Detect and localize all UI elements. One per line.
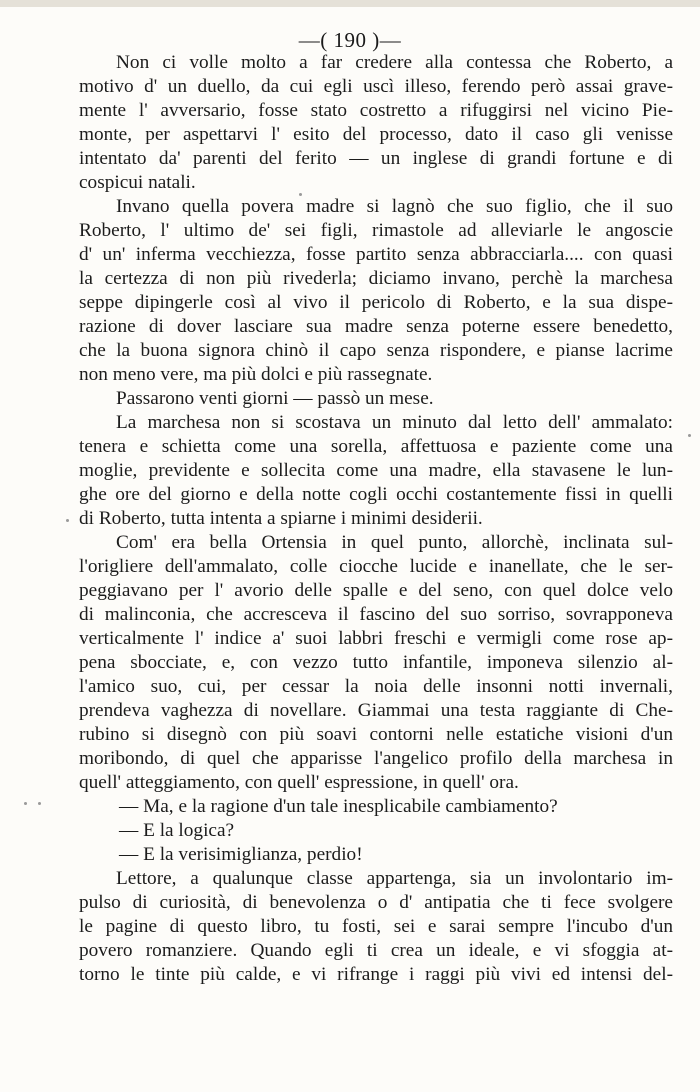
text-line: le pagine di questo libro, tu fosti, sei e sarai sempre l'incubo d'un — [79, 916, 673, 937]
body-text — [79, 51, 673, 987]
text-line: verticalmente l' indice a' suoi labbri freschi e vermigli come rose ap- — [79, 628, 673, 649]
text-line: cospicui natali. — [79, 172, 196, 193]
page-number: —( 190 )— — [298, 28, 402, 52]
text-line: la certezza di non più rivederla; diciamo invano, perchè la marchesa — [79, 268, 673, 289]
text-line: povero romanziere. Quando egli ti crea un ideale, e vi sfoggia at- — [79, 940, 673, 961]
text-line: mente l' avversario, fosse stato costretto a rifuggirsi nel vicino Pie- — [79, 100, 673, 121]
text-line: che la buona signora chinò il capo senza rispondere, e pianse lacrime — [79, 340, 673, 361]
paper-speck — [38, 802, 41, 805]
text-line: rubino si disegnò con più soavi contorni nelle estatiche visioni d'un — [79, 724, 673, 745]
text-line: pulso di curiosità, di benevolenza o d' antipatia che ti fece svolgere — [79, 892, 673, 913]
text-line: prendeva vaghezza di novellare. Giammai una testa raggiante di Che- — [79, 700, 673, 721]
paper-speck — [299, 193, 302, 196]
text-line: — E la logica? — [119, 820, 235, 841]
text-line: seppe dipingerle così al vivo il pericolo di Roberto, e la sua dispe- — [79, 292, 673, 313]
text-line: l'amico suo, cui, per cessar la noia delle insonni notti invernali, — [79, 676, 673, 697]
text-line: moribondo, di quel che apparisse l'angelico profilo della marchesa in — [79, 748, 673, 769]
text-line: tenera e schietta come una sorella, affettuosa e paziente come una — [79, 436, 673, 457]
text-line: Com' era bella Ortensia in quel punto, allorchè, inclinata sul- — [116, 532, 673, 553]
text-line: Invano quella povera madre si lagnò che suo figlio, che il suo — [116, 196, 673, 217]
paper-speck — [24, 802, 27, 805]
paper-speck — [66, 519, 69, 522]
text-line: torno le tinte più calde, e vi rifrange i raggi più vivi ed intensi del- — [79, 964, 673, 985]
text-line: Passarono venti giorni — passò un mese. — [116, 388, 434, 409]
text-line: Lettore, a qualunque classe appartenga, sia un involontario im- — [116, 868, 673, 889]
text-line: — E la verisimiglianza, perdio! — [119, 844, 363, 865]
text-line: — Ma, e la ragione d'un tale inesplicabile cambiamento? — [119, 796, 558, 817]
text-line: l'origliere dell'ammalato, colle ciocche lucide e inanellate, che le ser- — [79, 556, 673, 577]
text-line: razione di dover lasciare sua madre senza poterne essere benedetto, — [79, 316, 673, 337]
text-line: pena sbocciate, e, con vezzo tutto infantile, imponeva silenzio al- — [79, 652, 673, 673]
text-line: non meno vere, ma più dolci e più rassegnate. — [79, 364, 433, 385]
text-line: La marchesa non si scostava un minuto dal letto dell' ammalato: — [116, 412, 673, 433]
text-line: monte, per aspettarvi l' esito del processo, dato il caso gli venisse — [79, 124, 673, 145]
text-line: motivo d' un duello, da cui egli uscì illeso, ferendo però assai grave- — [79, 76, 673, 97]
text-line: di malinconia, che accresceva il fascino del suo sorriso, sovrapponeva — [79, 604, 673, 625]
text-line: di Roberto, tutta intenta a spiarne i minimi desiderii. — [79, 508, 483, 529]
text-line: intentato da' parenti del ferito — un inglese di grandi fortune e di — [79, 148, 673, 169]
page-top-edge — [0, 0, 700, 7]
text-line: Roberto, l' ultimo de' sei figli, rimastole ad alleviarle le angoscie — [79, 220, 673, 241]
text-line: ghe ore del giorno e della notte cogli occhi costantemente fissi in quelli — [79, 484, 673, 505]
text-line: Non ci volle molto a far credere alla contessa che Roberto, a — [116, 52, 673, 73]
paper-speck — [688, 434, 691, 437]
text-line: moglie, previdente e sollecita come una madre, ella stavasene le lun- — [79, 460, 673, 481]
text-line: d' un' inferma vecchiezza, fosse partito senza abbracciarla.... con quasi — [79, 244, 673, 265]
text-line: quell' atteggiamento, con quell' espressione, in quell' ora. — [79, 772, 519, 793]
text-line: peggiavano per l' avorio delle spalle e del seno, con quel dolce velo — [79, 580, 673, 601]
